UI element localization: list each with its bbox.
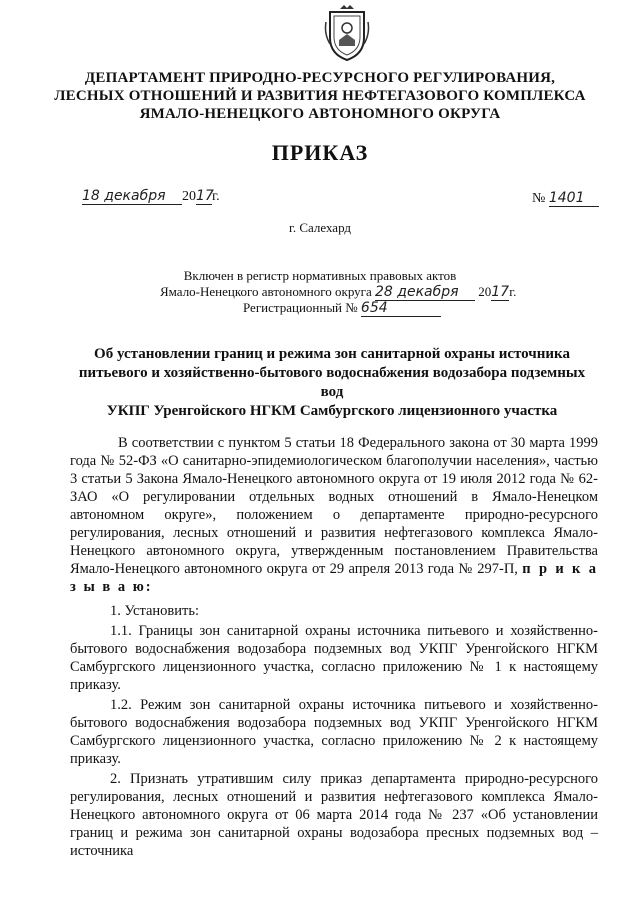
preamble-paragraph (70, 434, 598, 596)
order-subject (72, 345, 592, 421)
registry-date-handwritten: 28 декабря (375, 284, 475, 301)
department-header-line-2: ЛЕСНЫХ ОТНОШЕНИЙ И РАЗВИТИЯ НЕФТЕГАЗОВОГО КОМПЛЕКСА (54, 88, 586, 104)
date-year-prefix: 20 (182, 189, 196, 204)
city-name: г. Салехард (288, 220, 352, 235)
number-handwritten: 1401 (549, 190, 599, 207)
preamble-text: В соответствии с пунктом 5 статьи 18 Федерального закона от 30 марта 1999 года № 52-ФЗ «О санитарно-эпидемиологическом благополучии населения», частью 3 статьи 5 Закона Ямало-Ненецкого автономного округа от 19 июля 2012 года № 62-ЗАО «О регулировании отдельных водных отношений в Ямало-Ненецком автономном округе», положением о департаменте природно-ресурсного регулирования, лесных отношений и развития нефтегазового комплекса Ямало-Ненецкого автономного округа, утвержденным постановлением Правительства Ямало-Ненецкого автономного округа от 29 апреля 2013 года № 297-П, (70, 435, 598, 577)
item-1-1: 1.1. Границы зон санитарной охраны источника питьевого и хозяйственно-бытового водоснабжения водозабора подземных вод УКПГ Уренгойского НГКМ Самбургского лицензионного участка, согласно приложению № 1 к настоящему приказу. (70, 623, 598, 693)
coat-of-arms-emblem (322, 4, 372, 62)
department-header-line-1: ДЕПАРТАМЕНТ ПРИРОДНО-РЕСУРСНОГО РЕГУЛИРОВАНИЯ, (84, 70, 556, 86)
order-date (82, 188, 220, 205)
date-handwritten: 18 декабря (82, 188, 182, 205)
item-1: 1. Установить: (110, 603, 200, 619)
item-1-2: 1.2. Режим зон санитарной охраны источника питьевого и хозяйственно-бытового водоснабжения водозабора подземных вод УКПГ Уренгойского НГКМ Самбургского лицензионного участка, согласно приложению № 2 к настоящему приказу. (70, 697, 598, 767)
registry-year-handwritten: 17 (491, 284, 510, 300)
date-year-handwritten: 17 (196, 188, 214, 204)
order-number (532, 190, 599, 207)
department-header-line-3: ЯМАЛО-НЕНЕЦКОГО АВТОНОМНОГО ОКРУГА (139, 106, 501, 122)
registry-line-1: Включен в регистр нормативных правовых актов (183, 268, 457, 283)
subject-line-2: питьевого и хозяйственно-бытового водоснабжения водозабора подземных вод (78, 365, 586, 400)
subject-line-3: УКПГ Уренгойского НГКМ Самбургского лицензионного участка (106, 403, 558, 419)
document-type-title: ПРИКАЗ (271, 140, 369, 165)
order-items (70, 602, 598, 860)
registry-line-2 (160, 284, 516, 301)
registry-number-row (243, 300, 441, 317)
registry-number-handwritten: 654 (361, 300, 441, 317)
subject-line-1: Об установлении границ и режима зон санитарной охраны источника (94, 346, 570, 362)
item-2: 2. Признать утратившим силу приказ департамента природно-ресурсного регулирования, лесных отношений и развития нефтегазового комплекса Ямало-Ненецкого автономного округа от 06 марта 2014 года № 237 «Об установлении границ и режима зон санитарной охраны водозабора пресных подземных вод – источника (70, 771, 598, 859)
registry-year-suffix: г. (509, 284, 517, 299)
registry-number-label: Регистрационный № (243, 300, 358, 315)
number-prefix: № (532, 191, 546, 206)
registry-region-label: Ямало-Ненецкого автономного округа (160, 284, 372, 299)
order-word: п р и к а з ы в а ю: (70, 561, 598, 595)
date-suffix: г. (212, 189, 220, 204)
registry-year-prefix: 20 (478, 284, 492, 299)
